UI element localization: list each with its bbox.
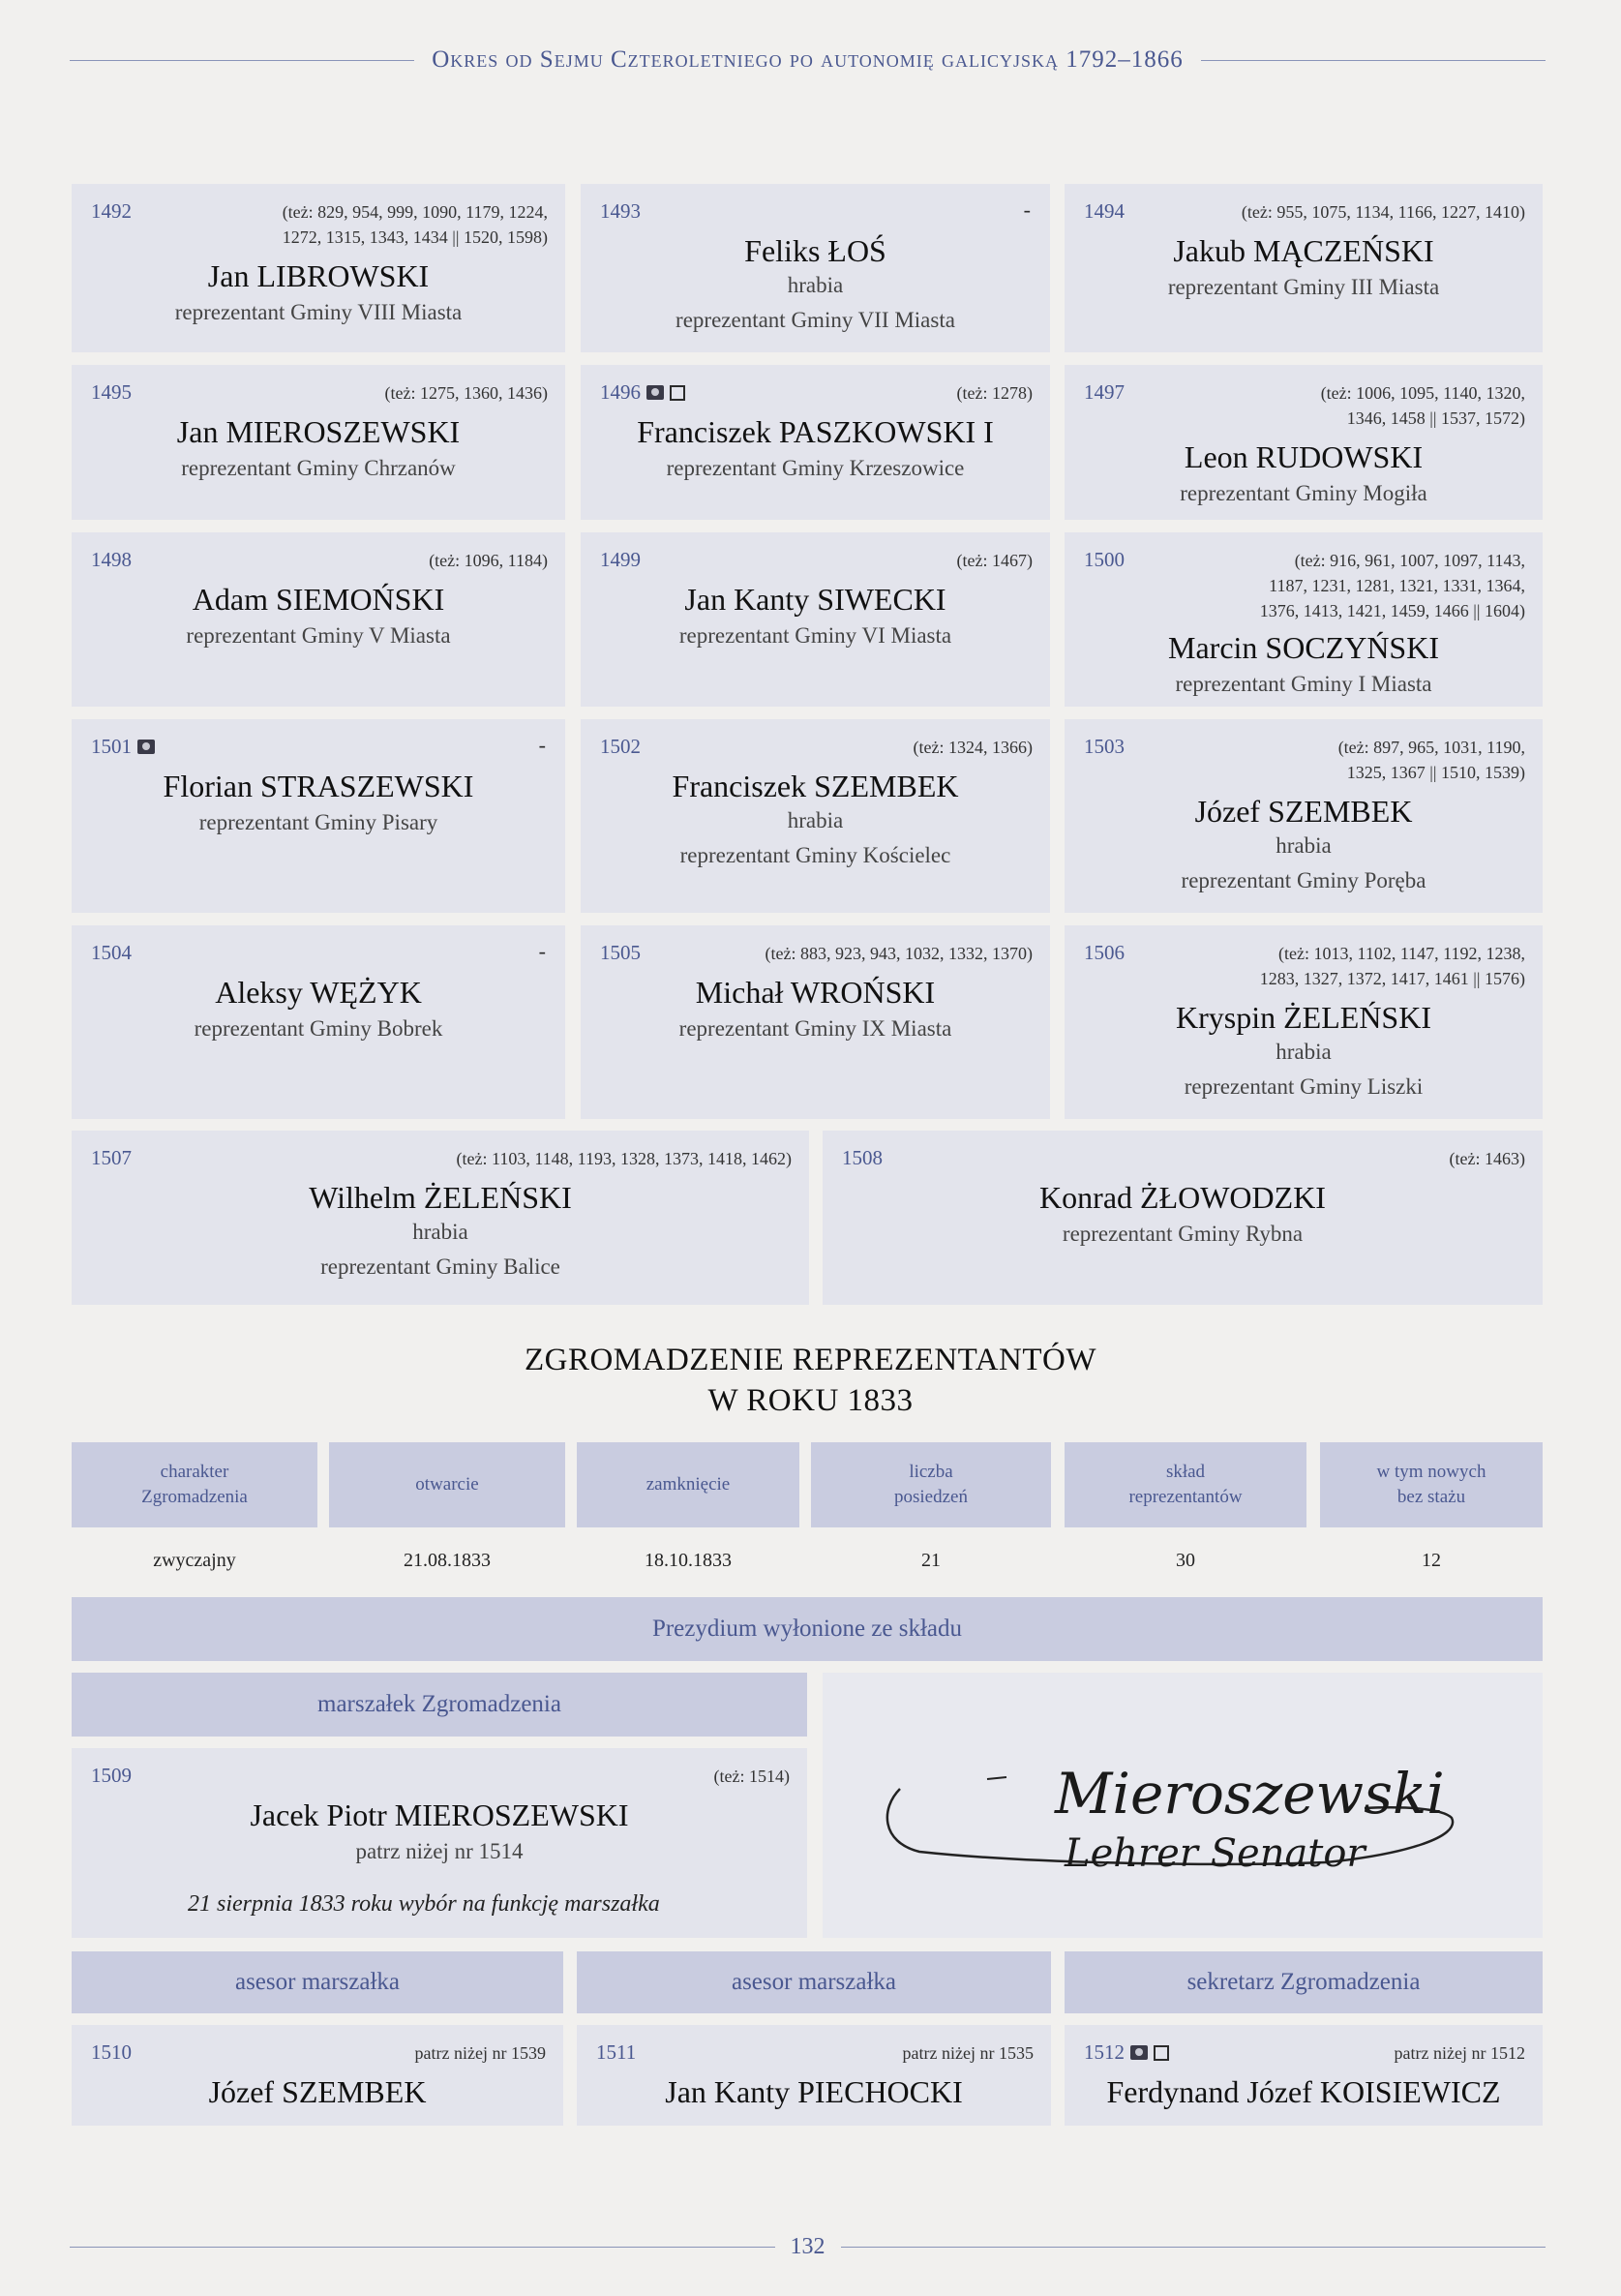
person-name: Jacek Piotr MIEROSZEWSKI: [250, 1798, 629, 1832]
header-line: zamknięcie: [645, 1474, 731, 1495]
no-cross-reference: -: [538, 733, 546, 757]
entry-number: 1509: [91, 1764, 132, 1787]
table-header-sessions: [811, 1442, 1051, 1527]
person-name: Marcin SOCZYŃSKI: [1168, 630, 1439, 665]
officer-header-secretary: sekretarz Zgromadzenia: [1065, 1951, 1543, 2013]
person-role: reprezentant Gminy Chrzanów: [181, 456, 456, 480]
entry-reference: patrz niżej nr 1539: [414, 2043, 546, 2063]
entry-number: 1502: [600, 735, 641, 758]
header-line: otwarcie: [415, 1474, 479, 1495]
running-header-text: Okres od Sejmu Czteroletniego po autonomię galicyjską 1792–1866: [432, 46, 1184, 73]
photo-icon: [646, 385, 664, 400]
officer-header-assessor-1: asesor marszałka: [72, 1951, 563, 2013]
person-name: Michał WROŃSKI: [695, 975, 936, 1010]
section-heading-line: ZGROMADZENIE REPREZENTANTÓW: [524, 1343, 1097, 1377]
empty-square-icon: [1154, 2045, 1169, 2061]
no-cross-reference: -: [538, 939, 546, 963]
entry-body: [823, 1179, 1543, 1253]
person-title: hrabia: [1276, 833, 1332, 858]
cross-ref-line: (też: 1096, 1184): [429, 551, 548, 570]
entry-body: [1065, 793, 1543, 899]
entry-card-1501: [72, 719, 565, 913]
section-heading: [0, 1340, 1621, 1421]
person-name: Jan MIEROSZEWSKI: [176, 414, 461, 449]
person-name: Ferdynand Józef KOISIEWICZ: [1106, 2074, 1501, 2109]
entry-cross-reference: [957, 380, 1033, 406]
header-line: reprezentantów: [1128, 1487, 1243, 1507]
presidium-band: Prezydium wyłonione ze składu: [72, 1597, 1543, 1661]
entry-body: [1065, 2073, 1543, 2110]
page-footer: [70, 2232, 1546, 2261]
cross-ref-line: (też: 829, 954, 999, 1090, 1179, 1224,: [282, 202, 548, 222]
entry-cross-reference: [1321, 380, 1525, 431]
cross-ref-line: 1272, 1315, 1343, 1434 || 1520, 1598): [282, 227, 548, 247]
cross-ref-line: 1376, 1413, 1421, 1459, 1466 || 1604): [1259, 601, 1525, 620]
person-name: Adam SIEMOŃSKI: [192, 582, 445, 617]
entry-number-with-icons: [1084, 2040, 1169, 2065]
entry-body: [1065, 999, 1543, 1105]
cross-ref-line: (też: 1278): [956, 383, 1033, 403]
entry-cross-reference: [957, 548, 1033, 573]
entry-number: 1494: [1084, 199, 1125, 223]
person-name: Kryspin ŻELEŃSKI: [1176, 1000, 1431, 1035]
entry-number: 1499: [600, 548, 641, 571]
person-name: Józef SZEMBEK: [208, 2074, 427, 2109]
entry-body: [72, 974, 565, 1047]
header-line: skład: [1165, 1462, 1206, 1482]
cross-ref-line: (też: 1103, 1148, 1193, 1328, 1373, 1418, 1462): [456, 1149, 792, 1168]
footer-rule-left: [70, 2247, 775, 2248]
signature-line-1: Mieroszewski: [1055, 1761, 1445, 1827]
entry-card-1498: [72, 532, 565, 707]
entry-card-1508: [823, 1131, 1543, 1305]
person-role: reprezentant Gminy III Miasta: [1167, 275, 1440, 299]
entry-number: 1498: [91, 548, 132, 571]
header-line: posiedzeń: [894, 1487, 968, 1507]
cross-ref-line: 1283, 1327, 1372, 1417, 1461 || 1576): [1259, 969, 1525, 988]
person-name: Jan Kanty PIECHOCKI: [665, 2074, 963, 2109]
header-line: bez stażu: [1396, 1487, 1466, 1507]
entry-number: 1505: [600, 941, 641, 964]
entry-number: 1506: [1084, 941, 1125, 964]
entry-cross-reference: [283, 199, 548, 250]
person-title: hrabia: [412, 1220, 468, 1244]
cross-ref-line: (też: 883, 923, 943, 1032, 1332, 1370): [765, 944, 1033, 963]
person-title: hrabia: [1276, 1040, 1332, 1064]
table-header-opening: [329, 1442, 565, 1527]
person-name: Aleksy WĘŻYK: [215, 975, 422, 1010]
entry-card-1493: [581, 184, 1050, 352]
person-name: Jan LIBROWSKI: [207, 258, 430, 293]
entry-body: [581, 413, 1050, 487]
entry-card-1503: [1065, 719, 1543, 913]
no-cross-reference: -: [1023, 197, 1031, 222]
entry-card-1511: [577, 2025, 1051, 2126]
entry-body: [581, 768, 1050, 874]
person-name: Feliks ŁOŚ: [744, 233, 886, 268]
person-name: Leon RUDOWSKI: [1184, 439, 1424, 474]
running-header: [70, 43, 1546, 77]
entry-cross-reference: [385, 380, 548, 406]
entry-number: 1492: [91, 199, 132, 223]
entry-number: 1507: [91, 1146, 132, 1169]
cross-ref-line: (też: 1463): [1449, 1149, 1525, 1168]
table-header-character: [72, 1442, 317, 1527]
photo-icon: [137, 740, 155, 754]
entry-body: [581, 974, 1050, 1047]
entry-card-1502: [581, 719, 1050, 913]
entry-body: [1065, 438, 1543, 512]
person-role: reprezentant Gminy Kościelec: [679, 843, 951, 867]
header-line: liczba: [909, 1462, 953, 1482]
entry-body: [581, 232, 1050, 339]
person-name: Jakub MĄCZEŃSKI: [1173, 233, 1434, 268]
table-cell: zwyczajny: [153, 1549, 236, 1571]
header-line: w tym nowych: [1376, 1462, 1486, 1482]
person-name: Konrad ŻŁOWODZKI: [1039, 1180, 1326, 1215]
person-role: reprezentant Gminy VIII Miasta: [174, 300, 463, 324]
person-role: reprezentant Gminy Pisary: [198, 810, 438, 834]
entry-cross-reference: [765, 941, 1033, 966]
table-header-new-members: [1320, 1442, 1543, 1527]
footer-rule-right: [841, 2247, 1546, 2248]
person-role: reprezentant Gminy Krzeszowice: [666, 456, 965, 480]
entry-card-1506: [1065, 925, 1543, 1119]
cross-ref-line: 1187, 1231, 1281, 1321, 1331, 1364,: [1269, 576, 1525, 595]
signature-image: [823, 1673, 1543, 1938]
person-role: reprezentant Gminy Liszki: [1184, 1074, 1424, 1099]
cross-ref-line: (też: 955, 1075, 1134, 1166, 1227, 1410): [1241, 202, 1525, 222]
entry-number: 1497: [1084, 380, 1125, 404]
entry-card-1507: [72, 1131, 809, 1305]
entry-card-1494: [1065, 184, 1543, 352]
page-number: 132: [790, 2233, 826, 2259]
entry-reference: patrz niżej nr 1535: [902, 2043, 1034, 2063]
cross-ref-line: (też: 897, 965, 1031, 1190,: [1337, 738, 1525, 757]
election-note: 21 sierpnia 1833 roku wybór na funkcję marszałka: [188, 1891, 660, 1917]
entry-number: 1504: [91, 941, 132, 964]
cross-ref-line: (też: 1514): [713, 1767, 790, 1786]
entry-cross-reference: [1242, 199, 1525, 225]
entry-cross-reference: [1450, 1146, 1525, 1171]
entry-card-1505: [581, 925, 1050, 1119]
marshal-header: marszałek Zgromadzenia: [72, 1673, 807, 1737]
entry-number: 1511: [596, 2040, 637, 2064]
entry-cross-reference: [714, 1764, 790, 1789]
entry-number: 1512: [1084, 2040, 1125, 2064]
entry-cross-reference: [1260, 941, 1525, 991]
entry-card-1496: [581, 365, 1050, 520]
entry-body: [72, 1179, 809, 1285]
person-name: Franciszek PASZKOWSKI I: [637, 414, 994, 449]
empty-square-icon: [670, 385, 685, 401]
entry-card-1509: [72, 1748, 807, 1938]
header-line: Zgromadzenia: [141, 1487, 248, 1507]
entry-card-1510: [72, 2025, 563, 2126]
table-cell: 12: [1422, 1549, 1441, 1571]
entry-number: 1496: [600, 380, 641, 404]
person-role: reprezentant Gminy VII Miasta: [675, 308, 955, 332]
cross-ref-line: (też: 916, 961, 1007, 1097, 1143,: [1294, 551, 1525, 570]
entry-body: [577, 2073, 1051, 2110]
photo-icon: [1130, 2045, 1148, 2060]
entry-number: 1493: [600, 199, 641, 223]
person-role: reprezentant Gminy IX Miasta: [678, 1016, 952, 1041]
header-rule-left: [70, 60, 414, 61]
table-cell: 18.10.1833: [645, 1549, 732, 1571]
entry-body: [72, 2073, 563, 2110]
entry-number: 1501: [91, 735, 132, 758]
entry-number: 1500: [1084, 548, 1125, 571]
entry-body: [72, 768, 565, 841]
entry-number: 1503: [1084, 735, 1125, 758]
person-role: reprezentant Gminy Bobrek: [194, 1016, 443, 1041]
table-header-closing: [577, 1442, 799, 1527]
person-name: Jan Kanty SIWECKI: [684, 582, 946, 617]
entry-cross-reference: [429, 548, 548, 573]
signature-line-2: Lehrer Senator: [1065, 1831, 1366, 1876]
entry-cross-reference: [1260, 548, 1525, 623]
person-role: reprezentant Gminy Mogiła: [1180, 481, 1427, 505]
cross-ref-line: (też: 1013, 1102, 1147, 1192, 1238,: [1278, 944, 1525, 963]
cross-ref-line: (też: 1467): [956, 551, 1033, 570]
entry-cross-reference: [1338, 735, 1525, 785]
entry-body: [581, 581, 1050, 654]
entry-card-1499: [581, 532, 1050, 707]
person-name: Wilhelm ŻELEŃSKI: [309, 1180, 572, 1215]
entry-number: 1495: [91, 380, 132, 404]
entry-number: 1508: [842, 1146, 883, 1169]
entry-cross-reference: [914, 735, 1033, 760]
entry-card-1492: [72, 184, 565, 352]
person-name: Józef SZEMBEK: [1194, 794, 1413, 829]
person-name: Florian STRASZEWSKI: [163, 769, 474, 803]
person-role: reprezentant Gminy Rybna: [1062, 1222, 1304, 1246]
table-header-composition: [1065, 1442, 1306, 1527]
person-role: reprezentant Gminy VI Miasta: [678, 623, 952, 648]
entry-number-with-icons: [600, 380, 685, 405]
entry-card-1504: [72, 925, 565, 1119]
entry-body: [72, 1797, 807, 1870]
cross-ref-line: 1346, 1458 || 1537, 1572): [1346, 408, 1525, 428]
cross-ref-line: (też: 1324, 1366): [913, 738, 1033, 757]
entry-body: [72, 581, 565, 654]
cross-ref-line: (też: 1006, 1095, 1140, 1320,: [1320, 383, 1525, 403]
entry-body: [1065, 629, 1543, 703]
entry-body: [72, 413, 565, 487]
person-title: hrabia: [787, 273, 844, 297]
entry-body: [72, 257, 565, 331]
person-reference: patrz niżej nr 1514: [355, 1839, 524, 1863]
entry-card-1512: [1065, 2025, 1543, 2126]
entry-body: [1065, 232, 1543, 306]
entry-reference: patrz niżej nr 1512: [1394, 2043, 1525, 2063]
entry-cross-reference: [457, 1146, 792, 1171]
header-rule-right: [1201, 60, 1546, 61]
table-cell: 30: [1176, 1549, 1195, 1571]
person-name: Franciszek SZEMBEK: [672, 769, 959, 803]
person-role: reprezentant Gminy Poręba: [1181, 868, 1426, 892]
cross-ref-line: 1325, 1367 || 1510, 1539): [1346, 763, 1525, 782]
person-title: hrabia: [787, 808, 844, 832]
entry-card-1500: [1065, 532, 1543, 707]
officer-header-assessor-2: asesor marszałka: [577, 1951, 1051, 2013]
person-role: reprezentant Gminy I Miasta: [1175, 672, 1432, 696]
person-role: reprezentant Gminy V Miasta: [186, 623, 451, 648]
entry-card-1497: [1065, 365, 1543, 520]
signature-panel: [823, 1673, 1543, 1938]
person-role: reprezentant Gminy Balice: [320, 1254, 560, 1279]
entry-card-1495: [72, 365, 565, 520]
section-heading-line: W ROKU 1833: [707, 1383, 914, 1418]
cross-ref-line: (też: 1275, 1360, 1436): [384, 383, 548, 403]
header-line: charakter: [160, 1462, 229, 1482]
table-cell: 21.08.1833: [404, 1549, 491, 1571]
entry-number-with-icons: [91, 735, 155, 759]
entry-number: 1510: [91, 2040, 132, 2064]
table-cell: 21: [921, 1549, 941, 1571]
